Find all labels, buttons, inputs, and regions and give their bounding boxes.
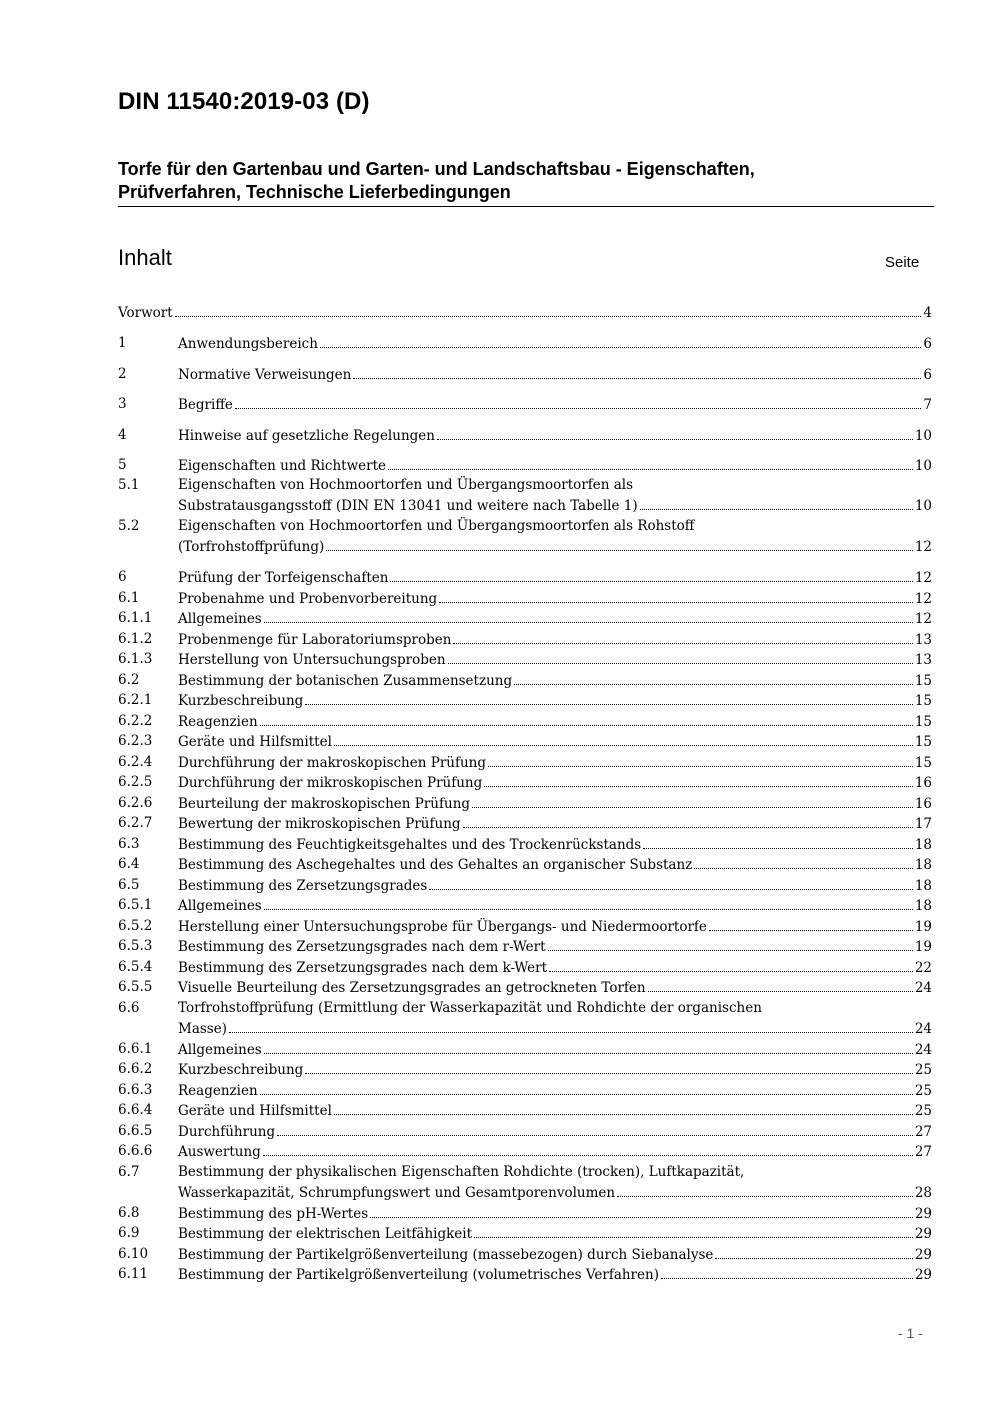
toc-entry-title: Hinweise auf gesetzliche Regelungen	[178, 428, 435, 444]
toc-entry[interactable]	[118, 793, 932, 813]
toc-entry-title: Bestimmung der physikalischen Eigenschaften Rohdichte (trocken), Luftkapazität,	[178, 1164, 745, 1180]
toc-entry[interactable]	[118, 588, 932, 608]
dot-leader	[326, 536, 913, 551]
toc-entry-number: 6.5.4	[118, 959, 153, 975]
toc-entry-title: Visuelle Beurteilung des Zersetzungsgrades an getrockneten Torfen	[178, 980, 646, 996]
toc-entry[interactable]	[118, 394, 932, 414]
dot-leader	[260, 1080, 913, 1095]
toc-entry[interactable]	[118, 936, 932, 956]
toc-entry-page: 10	[914, 498, 932, 514]
toc-entry[interactable]	[118, 333, 932, 353]
document-id: DIN 11540:2019-03 (D)	[118, 88, 370, 115]
toc-entry-title: Eigenschaften von Hochmoortorfen und Übergangsmoortorfen als	[178, 477, 634, 493]
dot-leader	[548, 936, 913, 951]
dot-leader	[514, 670, 913, 685]
dot-leader	[353, 364, 921, 379]
toc-entry-title: Bestimmung des Zersetzungsgrades nach dem r-Wert	[178, 939, 546, 955]
toc-entry-title-continued: Substratausgangsstoff (DIN EN 13041 und weitere nach Tabelle 1)	[178, 498, 638, 514]
toc-entry-number: 6.9	[118, 1225, 140, 1241]
dot-leader	[320, 333, 921, 348]
toc-entry-page: 29	[914, 1206, 932, 1222]
toc-entry-page: 19	[914, 939, 932, 955]
toc-entry-title-continued: Wasserkapazität, Schrumpfungswert und Gesamtporenvolumen	[178, 1185, 616, 1201]
toc-entry-number: 6.5	[118, 877, 140, 893]
toc-entry-number: 6.10	[118, 1246, 149, 1262]
toc-entry[interactable]	[118, 1100, 932, 1120]
toc-entry-page: 28	[914, 1185, 932, 1201]
toc-entry-number: 2	[118, 366, 127, 382]
toc-entry-page: 10	[914, 428, 932, 444]
toc-entry-title: Bestimmung des Zersetzungsgrades	[178, 878, 428, 894]
toc-entry-number: 6.8	[118, 1205, 140, 1221]
toc-entry-page: 10	[914, 458, 932, 474]
toc-entry[interactable]	[118, 629, 932, 649]
toc-entry-title: Kurzbeschreibung	[178, 1062, 304, 1078]
toc-entry-number: 5.2	[118, 518, 140, 534]
title-divider	[118, 206, 934, 207]
toc-entry-number: 6.6.1	[118, 1041, 153, 1057]
toc-entry-title: Eigenschaften von Hochmoortorfen und Übergangsmoortorfen als Rohstoff	[178, 518, 695, 534]
toc-entry-page: 12	[914, 591, 932, 607]
toc-entry-page: 19	[914, 919, 932, 935]
toc-entry-page: 6	[923, 336, 932, 352]
toc-entry-number: 6.2.6	[118, 795, 153, 811]
toc-entry-number: 1	[118, 335, 127, 351]
page-column-label: Seite	[885, 254, 920, 271]
dot-leader	[429, 875, 913, 890]
toc-entry-number: 6.2.4	[118, 754, 153, 770]
dot-leader	[277, 1121, 913, 1136]
toc-entry-number: 6.6.6	[118, 1143, 153, 1159]
dot-leader	[472, 793, 913, 808]
dot-leader	[488, 752, 913, 767]
toc-entry-number: 3	[118, 396, 127, 412]
toc-entry[interactable]	[118, 772, 932, 792]
dot-leader	[453, 629, 912, 644]
toc-entry-number: 6.5.1	[118, 897, 153, 913]
dot-leader	[437, 425, 913, 440]
toc-entry[interactable]	[118, 1141, 932, 1161]
toc-entry[interactable]	[118, 302, 932, 322]
toc-entry-title: Reagenzien	[178, 714, 258, 730]
toc-entry-page: 25	[914, 1083, 932, 1099]
document-title: Torfe für den Gartenbau und Garten- und Landschaftsbau - Eigenschaften, Prüfverfahren, Technische Lieferbedingungen	[118, 159, 755, 202]
toc-entry-page: 13	[914, 632, 932, 648]
toc-entry[interactable]	[118, 516, 932, 556]
toc-entry-title: Geräte und Hilfsmittel	[178, 734, 332, 750]
dot-leader	[175, 302, 922, 317]
toc-entry[interactable]	[118, 957, 932, 977]
toc-entry-title: Bestimmung des Aschegehaltes und des Gehaltes an organischer Substanz	[178, 857, 693, 873]
toc-entry-number: 6.2.3	[118, 733, 153, 749]
toc-entry[interactable]	[118, 690, 932, 710]
toc-entry-number: 6.2.2	[118, 713, 153, 729]
toc-entry-page: 27	[914, 1144, 932, 1160]
toc-entry[interactable]	[118, 1162, 932, 1202]
toc-entry[interactable]	[118, 731, 932, 751]
toc-entry[interactable]	[118, 813, 932, 833]
toc-entry-title: Begriffe	[178, 397, 233, 413]
toc-entry-page: 13	[914, 652, 932, 668]
toc-entry-page: 12	[914, 539, 932, 555]
toc-entry-page: 15	[914, 755, 932, 771]
toc-entry-number: 6.2.7	[118, 815, 153, 831]
dot-leader	[388, 455, 913, 470]
toc-entry[interactable]	[118, 834, 932, 854]
dot-leader	[390, 567, 912, 582]
dot-leader	[305, 1059, 913, 1074]
toc-entry-page: 29	[914, 1226, 932, 1242]
toc-entry[interactable]	[118, 977, 932, 997]
toc-entry-number: 6.6.5	[118, 1123, 153, 1139]
toc-entry-number: 6.6.4	[118, 1102, 153, 1118]
toc-entry-page: 18	[914, 898, 932, 914]
toc-entry-page: 29	[914, 1267, 932, 1283]
toc-entry[interactable]	[118, 649, 932, 669]
dot-leader	[264, 608, 913, 623]
toc-entry-number: 6	[118, 569, 127, 585]
toc-entry-number: 6.11	[118, 1266, 149, 1282]
dot-leader	[463, 813, 913, 828]
toc-entry[interactable]	[118, 998, 932, 1038]
dot-leader	[648, 977, 913, 992]
toc-entry-page: 24	[914, 1021, 932, 1037]
toc-entry-title: Allgemeines	[178, 898, 262, 914]
toc-entry[interactable]	[118, 1203, 932, 1223]
toc-entry-title: Reagenzien	[178, 1083, 258, 1099]
toc-entry[interactable]	[118, 425, 932, 445]
toc-entry-page: 24	[914, 980, 932, 996]
toc-entry-page: 15	[914, 714, 932, 730]
toc-entry-number: 6.6.3	[118, 1082, 153, 1098]
toc-entry-page: 15	[914, 673, 932, 689]
dot-leader	[640, 495, 913, 510]
toc-entry[interactable]	[118, 1223, 932, 1243]
toc-entry-title: Bestimmung der Partikelgrößenverteilung (massebezogen) durch Siebanalyse	[178, 1247, 714, 1263]
dot-leader	[334, 731, 913, 746]
page-number-footer: - 1 -	[898, 1325, 923, 1341]
toc-entry-title: Geräte und Hilfsmittel	[178, 1103, 332, 1119]
toc-entry-number: 6.5.3	[118, 938, 153, 954]
toc-entry-title: Prüfung der Torfeigenschaften	[178, 570, 389, 586]
toc-entry-title: Vorwort	[118, 305, 173, 321]
toc-entry[interactable]	[118, 711, 932, 731]
toc-entry[interactable]	[118, 670, 932, 690]
toc-entry[interactable]	[118, 1080, 932, 1100]
toc-entry[interactable]	[118, 752, 932, 772]
toc-entry[interactable]	[118, 475, 932, 515]
toc-entry-title: Bestimmung des Zersetzungsgrades nach dem k-Wert	[178, 960, 548, 976]
toc-entry-number: 6.2	[118, 672, 140, 688]
toc-entry[interactable]	[118, 875, 932, 895]
dot-leader	[264, 1039, 913, 1054]
toc-entry[interactable]	[118, 1121, 932, 1141]
toc-entry-page: 18	[914, 837, 932, 853]
toc-entry-number: 6.4	[118, 856, 140, 872]
toc-entry-number: 6.2.5	[118, 774, 153, 790]
toc-entry-title: Probenmenge für Laboratoriumsproben	[178, 632, 452, 648]
toc-entry-page: 25	[914, 1062, 932, 1078]
toc-entry-page: 16	[914, 775, 932, 791]
toc-entry[interactable]	[118, 1244, 932, 1264]
toc-entry[interactable]	[118, 608, 932, 628]
toc-entry-number: 6.1	[118, 590, 140, 606]
toc-entry-number: 5	[118, 457, 127, 473]
dot-leader	[715, 1244, 912, 1259]
toc-entry-page: 12	[914, 570, 932, 586]
toc-entry-title: Herstellung von Untersuchungsproben	[178, 652, 446, 668]
toc-entry-number: 6.6	[118, 1000, 140, 1016]
toc-entry-page: 12	[914, 611, 932, 627]
toc-entry-title: Torfrohstoffprüfung (Ermittlung der Wasserkapazität und Rohdichte der organischen	[178, 1000, 762, 1016]
dot-leader	[643, 834, 913, 849]
toc-entry[interactable]	[118, 1059, 932, 1079]
toc-entry-title: Auswertung	[178, 1144, 261, 1160]
toc-entry-number: 6.1.2	[118, 631, 153, 647]
toc-entry-page: 24	[914, 1042, 932, 1058]
toc-heading: Inhalt	[118, 245, 172, 270]
toc-entry-title: Anwendungsbereich	[178, 336, 318, 352]
toc-entry-title: Bestimmung der Partikelgrößenverteilung (volumetrisches Verfahren)	[178, 1267, 659, 1283]
toc-entry-page: 25	[914, 1103, 932, 1119]
toc-entry-page: 15	[914, 734, 932, 750]
toc-entry-page: 27	[914, 1124, 932, 1140]
toc-entry-number: 6.6.2	[118, 1061, 153, 1077]
toc-entry-title: Bestimmung des Feuchtigkeitsgehaltes und des Trockenrückstands	[178, 837, 642, 853]
toc-entry-page: 4	[923, 305, 932, 321]
toc-entry-title: Bestimmung der botanischen Zusammensetzung	[178, 673, 513, 689]
toc-entry-title: Beurteilung der makroskopischen Prüfung	[178, 796, 471, 812]
toc-entry-page: 16	[914, 796, 932, 812]
toc-entry-number: 6.1.1	[118, 610, 153, 626]
toc-entry-title: Bestimmung der elektrischen Leitfähigkeit	[178, 1226, 473, 1242]
toc-entry-title: Bestimmung des pH-Wertes	[178, 1206, 369, 1222]
toc-entry-number: 4	[118, 427, 127, 443]
dot-leader	[474, 1223, 913, 1238]
dot-leader	[448, 649, 913, 664]
toc-entry-title: Bewertung der mikroskopischen Prüfung	[178, 816, 461, 832]
toc-entry-number: 5.1	[118, 477, 140, 493]
dot-leader	[694, 854, 913, 869]
toc-entry[interactable]	[118, 364, 932, 384]
toc-entry[interactable]	[118, 1264, 932, 1284]
toc-entry-title-continued: Masse)	[178, 1021, 227, 1037]
toc-entry-title: Durchführung	[178, 1124, 276, 1140]
dot-leader	[439, 588, 913, 603]
toc-entry-title-continued: (Torfrohstoffprüfung)	[178, 539, 325, 555]
dot-leader	[260, 711, 913, 726]
toc-entry-number: 6.1.3	[118, 651, 153, 667]
toc-entry-page: 15	[914, 693, 932, 709]
dot-leader	[370, 1203, 913, 1218]
dot-leader	[617, 1182, 913, 1197]
toc-entry-page: 6	[923, 367, 932, 383]
dot-leader	[709, 916, 913, 931]
dot-leader	[661, 1264, 913, 1279]
toc-entry-number: 6.5.2	[118, 918, 153, 934]
toc-entry-page: 7	[923, 397, 932, 413]
dot-leader	[334, 1100, 913, 1115]
dot-leader	[235, 394, 922, 409]
toc-entry-title: Durchführung der mikroskopischen Prüfung	[178, 775, 483, 791]
toc-entry-title: Allgemeines	[178, 611, 262, 627]
dot-leader	[229, 1018, 913, 1033]
dot-leader	[549, 957, 913, 972]
toc-entry[interactable]	[118, 895, 932, 915]
toc-entry-number: 6.7	[118, 1164, 140, 1180]
toc-entry-page: 18	[914, 878, 932, 894]
toc-entry-title: Allgemeines	[178, 1042, 262, 1058]
toc-entry-page: 29	[914, 1247, 932, 1263]
toc-entry-page: 22	[914, 960, 932, 976]
toc-entry-page: 18	[914, 857, 932, 873]
dot-leader	[305, 690, 913, 705]
toc-entry-title: Durchführung der makroskopischen Prüfung	[178, 755, 486, 771]
toc-entry[interactable]	[118, 455, 932, 475]
toc-entry-title: Probenahme und Probenvorbereitung	[178, 591, 438, 607]
toc-entry[interactable]	[118, 854, 932, 874]
toc-entry-page: 17	[914, 816, 932, 832]
toc-entry[interactable]	[118, 1039, 932, 1059]
dot-leader	[263, 1141, 913, 1156]
toc-entry-number: 6.5.5	[118, 979, 153, 995]
dot-leader	[484, 772, 913, 787]
toc-entry-title: Eigenschaften und Richtwerte	[178, 458, 387, 474]
toc-entry-title: Kurzbeschreibung	[178, 693, 304, 709]
toc-entry-title: Normative Verweisungen	[178, 367, 352, 383]
toc-entry-number: 6.2.1	[118, 692, 153, 708]
toc-entry[interactable]	[118, 916, 932, 936]
toc-entry[interactable]	[118, 567, 932, 587]
toc-entry-title: Herstellung einer Untersuchungsprobe für Übergangs- und Niedermoortorfe	[178, 919, 707, 935]
toc-entry-number: 6.3	[118, 836, 140, 852]
dot-leader	[264, 895, 913, 910]
